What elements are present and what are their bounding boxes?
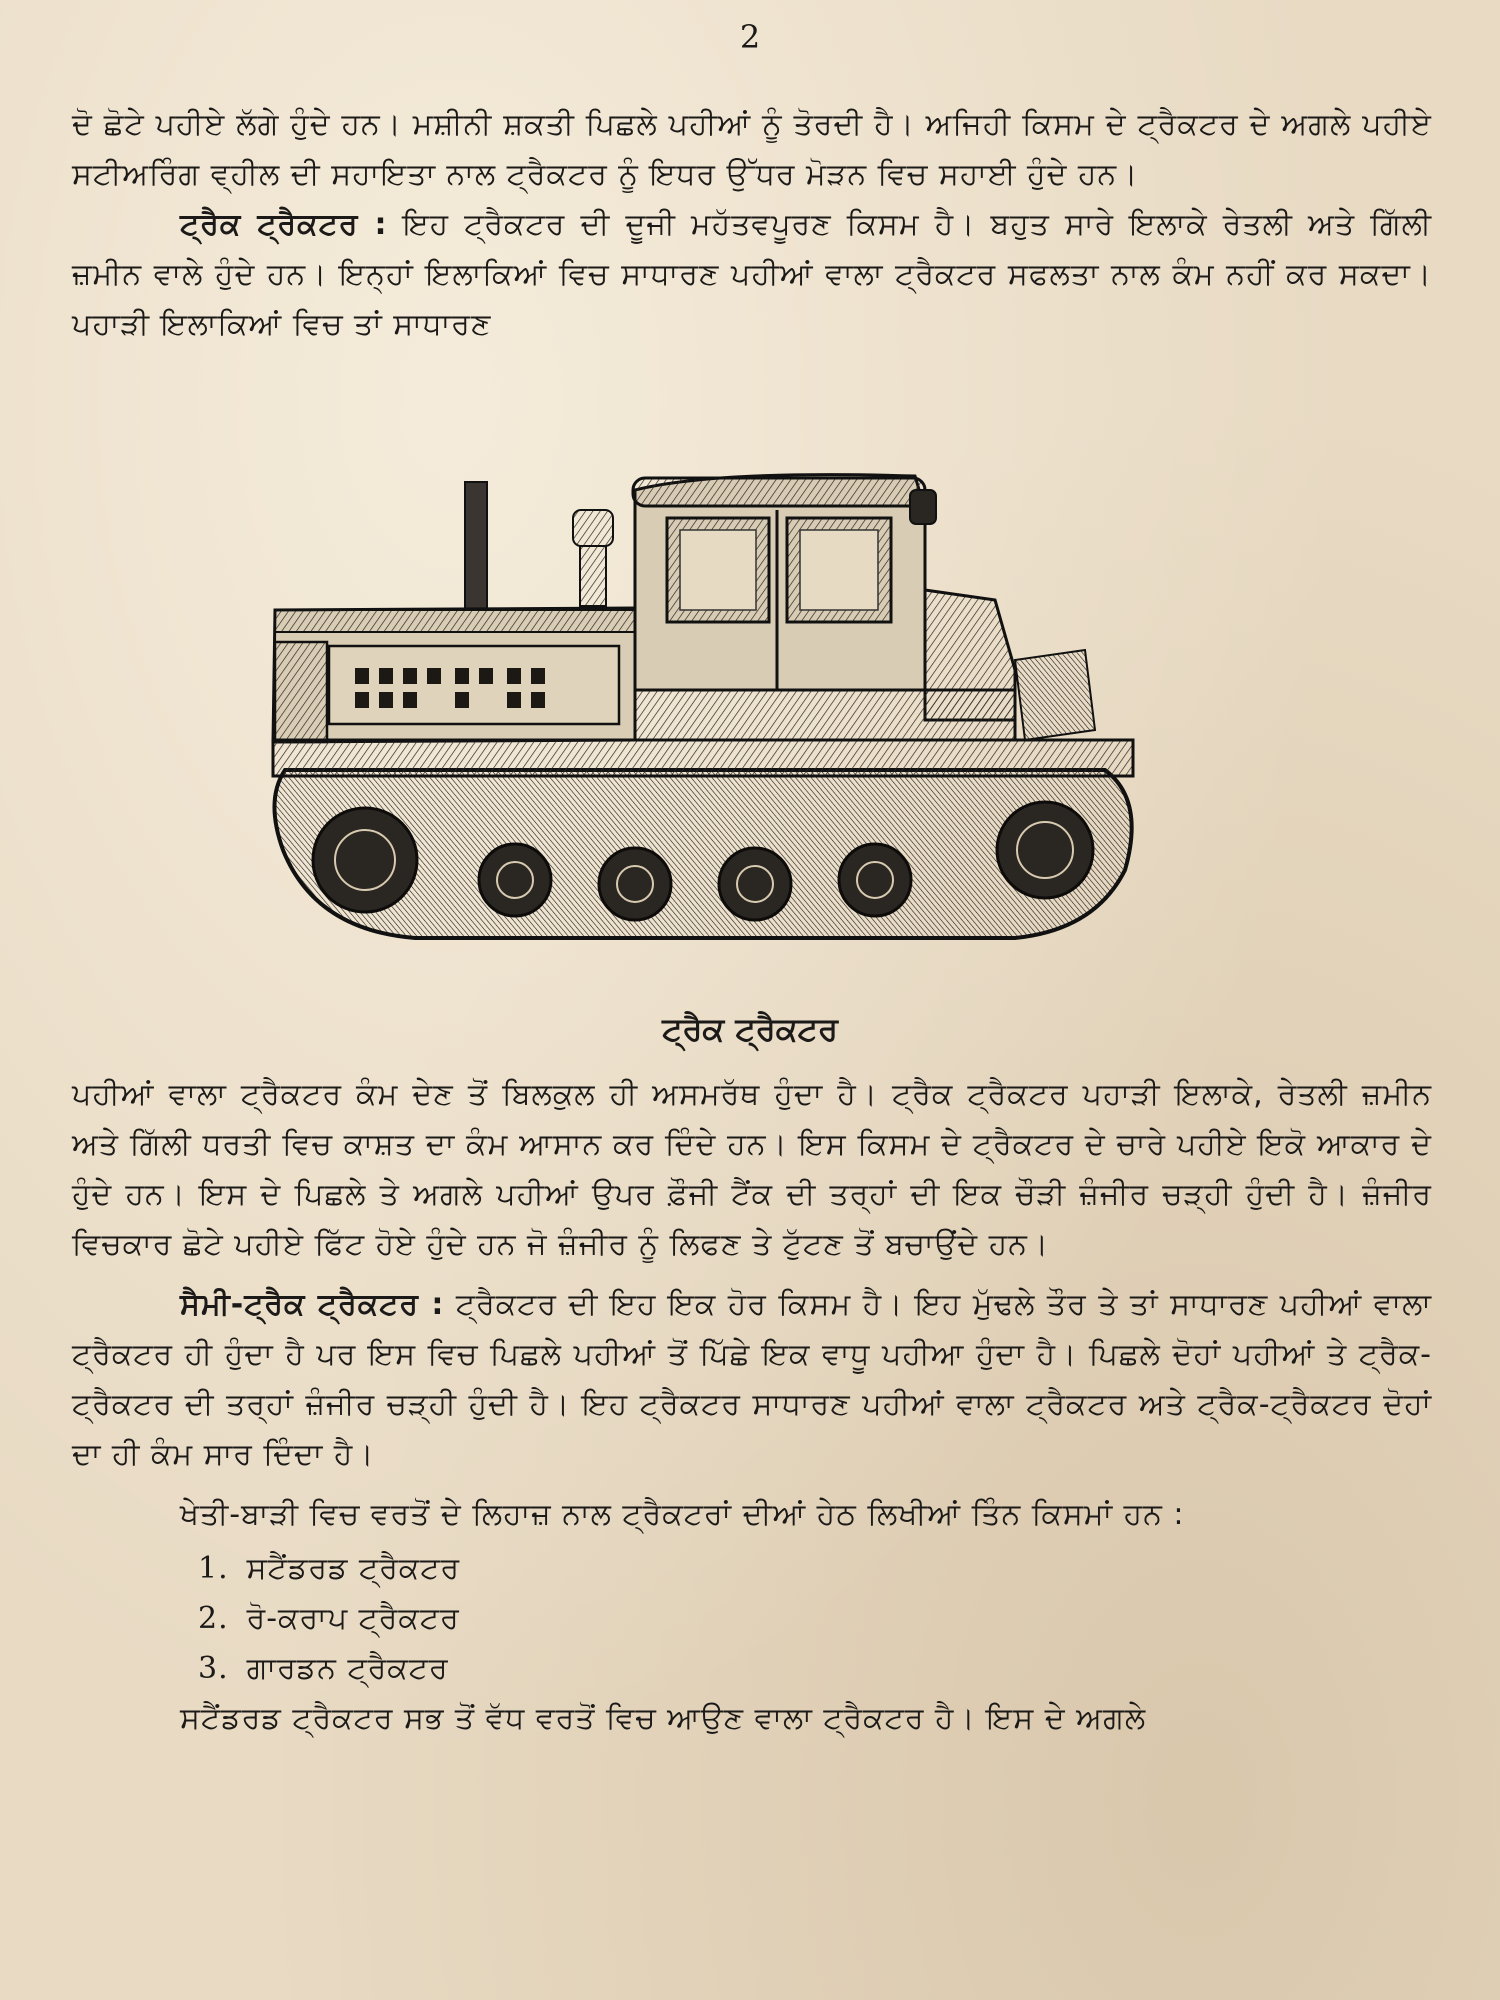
paragraph-standard-tractor bbox=[72, 1694, 1432, 1744]
list-item-number: 1. bbox=[198, 1551, 229, 1586]
paragraph-track-tractor-continued bbox=[72, 1070, 1432, 1270]
paragraph-text: ਸਟੈਂਡਰਡ ਟ੍ਰੈਕਟਰ ਸਭ ਤੋਂ ਵੱਧ ਵਰਤੋਂ ਵਿਚ ਆਉਣ ਵਾਲਾ ਟ੍ਰੈਕਟਰ ਹੈ। ਇਸ ਦੇ ਅਗਲੇ bbox=[180, 1701, 1147, 1736]
track-frame bbox=[273, 740, 1133, 776]
track-tractor-illustration bbox=[255, 470, 1185, 980]
semi-track-tractor-heading: ਸੈਮੀ-ਟ੍ਰੈਕ ਟ੍ਰੈਕਟਰ : bbox=[180, 1287, 445, 1322]
paragraph-tractor-types-intro bbox=[72, 1490, 1432, 1540]
paragraph-text: ਦੋ ਛੋਟੇ ਪਹੀਏ ਲੱਗੇ ਹੁੰਦੇ ਹਨ। ਮਸ਼ੀਨੀ ਸ਼ਕਤੀ ਪਿਛਲੇ ਪਹੀਆਂ ਨੂੰ ਤੋਰਦੀ ਹੈ। ਅਜਿਹੀ ਕਿਸਮ ਦੇ ਟ੍ਰੈਕਟਰ ਦੇ ਅਗਲੇ ਪਹੀਏ ਸਟੀਅਰਿੰਗ ਵ੍ਹੀਲ ਦੀ ਸਹਾਇਤਾ ਨਾਲ ਟ੍ਰੈਕਟਰ ਨੂੰ ਇਧਰ ਉੱਧਰ ਮੋੜਨ ਵਿਚ ਸਹਾਈ ਹੁੰਦੇ ਹਨ। bbox=[72, 107, 1432, 192]
list-item-number: 3. bbox=[198, 1651, 229, 1686]
figure-caption: ਟ੍ਰੈਕ ਟ੍ਰੈਕਟਰ bbox=[662, 1010, 838, 1048]
radiator-grille bbox=[275, 642, 327, 742]
list-item-label: ਸਟੈਂਡਰਡ ਟ੍ਰੈਕਟਰ bbox=[246, 1551, 461, 1586]
air-cleaner bbox=[573, 510, 613, 546]
drive-wheel bbox=[313, 808, 417, 912]
paragraph-text: ਪਹੀਆਂ ਵਾਲਾ ਟ੍ਰੈਕਟਰ ਕੰਮ ਦੇਣ ਤੋਂ ਬਿਲਕੁਲ ਹੀ ਅਸਮਰੱਥ ਹੁੰਦਾ ਹੈ। ਟ੍ਰੈਕ ਟ੍ਰੈਕਟਰ ਪਹਾੜੀ ਇਲਾਕੇ, ਰੇਤਲੀ ਜ਼ਮੀਨ ਅਤੇ ਗਿੱਲੀ ਧਰਤੀ ਵਿਚ ਕਾਸ਼ਤ ਦਾ ਕੰਮ ਆਸਾਨ ਕਰ ਦਿੰਦੇ ਹਨ। ਇਸ ਕਿਸਮ ਦੇ ਟ੍ਰੈਕਟਰ ਦੇ ਚਾਰੇ ਪਹੀਏ ਇਕੋ ਆਕਾਰ ਦੇ ਹੁੰਦੇ ਹਨ। ਇਸ ਦੇ ਪਿਛਲੇ ਤੇ ਅਗਲੇ ਪਹੀਆਂ ਉਪਰ ਫ਼ੌਜੀ ਟੈਂਕ ਦੀ ਤਰ੍ਹਾਂ ਦੀ ਇਕ ਚੌੜੀ ਜ਼ੰਜੀਰ ਚੜ੍ਹੀ ਹੁੰਦੀ ਹੈ। ਜ਼ੰਜੀਰ ਵਿਚਕਾਰ ਛੋਟੇ ਪਹੀਏ ਫਿੱਟ ਹੋਏ ਹੁੰਦੇ ਹਨ ਜੋ ਜ਼ੰਜੀਰ ਨੂੰ ਲਿਫਣ ਤੇ ਟੁੱਟਣ ਤੋਂ ਬਚਾਉਂਦੇ ਹਨ। bbox=[72, 1077, 1432, 1262]
rear-hitch bbox=[1015, 650, 1095, 740]
tractor-types-list bbox=[72, 1544, 1432, 1694]
list-item-label: ਗਾਰਡਨ ਟ੍ਰੈਕਟਰ bbox=[246, 1651, 449, 1686]
paragraph-intro bbox=[72, 100, 1432, 200]
paragraph-track-tractor bbox=[72, 200, 1432, 350]
list-item-number: 2. bbox=[198, 1601, 229, 1636]
list-item bbox=[198, 1544, 1432, 1594]
list-item bbox=[198, 1644, 1432, 1694]
list-item bbox=[198, 1594, 1432, 1644]
paragraph-text: ਇਹ ਟ੍ਰੈਕਟਰ ਦੀ ਦੂਜੀ ਮਹੱਤਵਪੂਰਣ ਕਿਸਮ ਹੈ। ਬਹੁਤ ਸਾਰੇ ਇਲਾਕੇ ਰੇਤਲੀ ਅਤੇ ਗਿੱਲੀ ਜ਼ਮੀਨ ਵਾਲੇ ਹੁੰਦੇ ਹਨ। ਇਨ੍ਹਾਂ ਇਲਾਕਿਆਂ ਵਿਚ ਸਾਧਾਰਣ ਪਹੀਆਂ ਵਾਲਾ ਟ੍ਰੈਕਟਰ ਸਫਲਤਾ ਨਾਲ ਕੰਮ ਨਹੀਂ ਕਰ ਸਕਦਾ। ਪਹਾੜੀ ਇਲਾਕਿਆਂ ਵਿਚ ਤਾਂ ਸਾਧਾਰਣ bbox=[72, 207, 1432, 342]
paragraph-text: ਖੇਤੀ-ਬਾੜੀ ਵਿਚ ਵਰਤੋਂ ਦੇ ਲਿਹਾਜ਼ ਨਾਲ ਟ੍ਰੈਕਟਰਾਂ ਦੀਆਂ ਹੇਠ ਲਿਖੀਆਂ ਤਿੰਨ ਕਿਸਮਾਂ ਹਨ : bbox=[180, 1497, 1185, 1532]
page-number: 2 bbox=[739, 18, 761, 56]
paragraph-text: ਟ੍ਰੈਕਟਰ ਦੀ ਇਹ ਇਕ ਹੋਰ ਕਿਸਮ ਹੈ। ਇਹ ਮੁੱਢਲੇ ਤੌਰ ਤੇ ਤਾਂ ਸਾਧਾਰਣ ਪਹੀਆਂ ਵਾਲਾ ਟ੍ਰੈਕਟਰ ਹੀ ਹੁੰਦਾ ਹੈ ਪਰ ਇਸ ਵਿਚ ਪਿਛਲੇ ਪਹੀਆਂ ਤੋਂ ਪਿੱਛੇ ਇਕ ਵਾਧੂ ਪਹੀਆ ਹੁੰਦਾ ਹੈ। ਪਿਛਲੇ ਦੋਹਾਂ ਪਹੀਆਂ ਤੇ ਟ੍ਰੈਕ-ਟ੍ਰੈਕਟਰ ਦੀ ਤਰ੍ਹਾਂ ਜ਼ੰਜੀਰ ਚੜ੍ਹੀ ਹੁੰਦੀ ਹੈ। ਇਹ ਟ੍ਰੈਕਟਰ ਸਾਧਾਰਣ ਪਹੀਆਂ ਵਾਲਾ ਟ੍ਰੈਕਟਰ ਅਤੇ ਟ੍ਰੈਕ-ਟ੍ਰੈਕਟਰ ਦੋਹਾਂ ਦਾ ਹੀ ਕੰਮ ਸਾਰ ਦਿੰਦਾ ਹੈ। bbox=[72, 1287, 1432, 1472]
exhaust-pipe bbox=[465, 482, 487, 610]
engine-side-panel bbox=[329, 646, 619, 724]
bottom-text-block bbox=[72, 1070, 1432, 1744]
idler-wheel bbox=[997, 802, 1093, 898]
top-text-block bbox=[72, 100, 1432, 350]
paragraph-semi-track-tractor bbox=[72, 1280, 1432, 1480]
list-item-label: ਰੋ-ਕਰਾਪ ਟ੍ਰੈਕਟਰ bbox=[246, 1601, 460, 1636]
track-tractor-heading: ਟ੍ਰੈਕ ਟ੍ਰੈਕਟਰ : bbox=[180, 207, 388, 242]
